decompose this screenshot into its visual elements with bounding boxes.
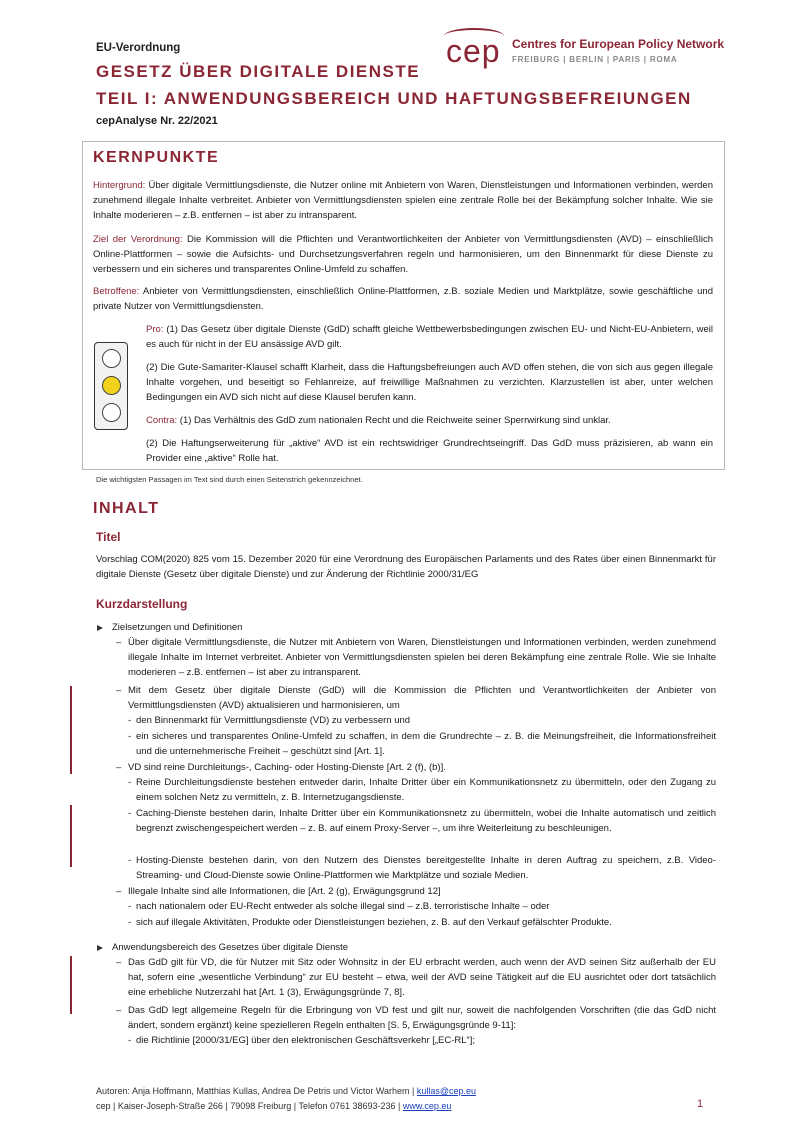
- section-anwendungsbereich: Anwendungsbereich des Gesetzes über digitale Dienste: [112, 942, 349, 953]
- footer-authors: [96, 1086, 476, 1096]
- kernpunkte-contra-2: (2) Die Haftungserweiterung für „aktive“ AVD ist ein rechtswidriger Grundrechtseingriff. Das GdD muss präzisieren, ab wann ein Provider eine „aktive“ Rolle hat.: [146, 438, 713, 464]
- kernpunkte-hintergrund: [93, 178, 713, 223]
- dash-marker: -: [128, 777, 132, 788]
- section-zielsetzungen: Zielsetzungen und Definitionen: [112, 622, 243, 633]
- list-item: Illegale Inhalte sind alle Informationen, die [Art. 2 (g), Erwägungsgrund 12]: [128, 886, 441, 897]
- dash-marker: –: [116, 685, 122, 696]
- list-item: Das GdD gilt für VD, die für Nutzer mit Sitz oder Wohnsitz in der EU erbracht werden, auch wenn der AVD seinen Sitz außerhalb der EU hat, sofern eine „wesentliche Verbindung“ zur EU besteht – etwa, weil der AVD seine Tätigkeit auf die EU ausrichtet oder dort tatsächlich eine erhebliche Nutzerzahl hat [Art. 1 (3), Erwägungsgründe 7, 8].: [128, 957, 716, 998]
- bullet-triangle-icon: [97, 945, 103, 951]
- document-subtitle: TEIL I: ANWENDUNGSBEREICH UND HAFTUNGSBEFREIUNGEN: [96, 89, 692, 108]
- cep-logo: [446, 34, 736, 70]
- betroffene-label: Betroffene:: [93, 286, 140, 297]
- margin-bar: [70, 805, 72, 867]
- contra-label: Contra:: [146, 415, 178, 426]
- hintergrund-text: Über digitale Vermittlungsdienste, die Nutzer online mit Anbietern von Waren, Dienstleistungen und Informationen verbinden, werden zunehmend illegale Inhalte verbreitet. Anbieter von Vermittlungsdiensten spielen eine zentrale Rolle bei der Bekämpfung solcher Inhalte. Wie sie Inhalte moderieren – z.B. entfernen – ist aber zu intransparent.: [93, 180, 714, 221]
- footer-address-text: cep | Kaiser-Joseph-Straße 266 | 79098 Freiburg | Telefon 0761 38693-236 |: [96, 1101, 401, 1111]
- footer-email-link[interactable]: kullas@cep.eu: [416, 1086, 477, 1096]
- betroffene-text: Anbieter von Vermittlungsdiensten, einschließlich Online-Plattformen, z.B. soziale Medien und Marktplätze, sowie geschäftliche und private Nutzer von Vermittlungsdiensten.: [93, 286, 713, 312]
- inhalt-title: INHALT: [93, 500, 160, 517]
- bullet-triangle-icon: [97, 625, 103, 631]
- dash-marker: -: [128, 731, 132, 742]
- dash-marker: –: [116, 762, 122, 773]
- ziel-text: Die Kommission will die Pflichten und Verantwortlichkeiten der Anbieter von Vermittlungsdiensten (AVD) – einschließlich Online-Plattformen – sowie die Aufsichts- und Durchsetzungsverfahren regeln und harmonisieren, um den Binnenmarkt für diese Dienste zu verbessern und ein sicheres und transparentes Online-Umfeld zu schaffen.: [93, 234, 713, 275]
- traffic-light-middle: [102, 376, 121, 395]
- sub-list-item: Caching-Dienste bestehen darin, Inhalte Dritter über ein Kommunikationsnetz zu übermitteln, wobei die Inhalte automatisch und zeitlich begrenzt zwischengespeichert werden – z. B. auf einem Proxy-Server –, um ihre Weiterleitung zu beschleunigen.: [136, 808, 716, 834]
- kernpunkte-pro-1: [146, 322, 713, 352]
- list-item: Mit dem Gesetz über digitale Dienste (GdD) will die Kommission die Pflichten und Verantwortlichkeiten der Anbieter von Vermittlungsdiensten (AVD) aktualisieren und harmonisieren, um: [128, 685, 716, 711]
- footer-website-link[interactable]: www.cep.eu: [402, 1101, 452, 1111]
- sub-list-item: Reine Durchleitungsdienste bestehen entweder darin, Inhalte Dritter über ein Kommunikationsnetz zu übermitteln, oder den Zugang zu einem solchen Netz zu vermitteln, z. B. Internetzugangsdienste.: [136, 777, 716, 803]
- sub-list-item: nach nationalem oder EU-Recht entweder als solche illegal sind – z.B. terroristische Inhalte – oder: [136, 901, 550, 912]
- dash-marker: –: [116, 637, 122, 648]
- footer-address: [96, 1101, 451, 1111]
- dash-marker: -: [128, 855, 132, 866]
- kernpunkte-contra-1: [146, 413, 713, 428]
- page-number: 1: [697, 1098, 704, 1110]
- margin-bar: [70, 686, 72, 774]
- dash-marker: –: [116, 957, 122, 968]
- logo-mark: cep: [446, 33, 501, 69]
- dash-marker: -: [128, 808, 132, 819]
- logo-cities: FREIBURG | BERLIN | PARIS | ROMA: [512, 55, 678, 64]
- titel-text: Vorschlag COM(2020) 825 vom 15. Dezember 2020 für eine Verordnung des Europäischen Parlaments und des Rates über einen Binnenmarkt für digitale Dienste (Gesetz über digitale Dienste) und zur Änderung der Richtlinie 2000/31/EG: [96, 554, 716, 580]
- sub-list-item: ein sicheres und transparentes Online-Umfeld zu schaffen, in dem die Grundrechte – z. B. die Meinungsfreiheit, die Informationsfreiheit und die unternehmerische Freiheit – geschützt sind [Art. 1].: [136, 731, 716, 757]
- sub-list-item: die Richtlinie [2000/31/EG] über den elektronischen Geschäftsverkehr [„EC-RL“];: [136, 1035, 475, 1046]
- dash-marker: -: [128, 901, 132, 912]
- margin-bar: [70, 956, 72, 1014]
- titel-heading: Titel: [96, 530, 121, 544]
- kurzdarstellung-heading: Kurzdarstellung: [96, 597, 188, 611]
- document-type: EU-Verordnung: [96, 42, 181, 54]
- analyse-number: cepAnalyse Nr. 22/2021: [96, 115, 218, 127]
- dash-marker: -: [128, 715, 132, 726]
- dash-marker: –: [116, 886, 122, 897]
- kernpunkte-title: KERNPUNKTE: [93, 149, 220, 166]
- dash-marker: -: [128, 917, 132, 928]
- kernpunkte-pro-2: (2) Die Gute-Samariter-Klausel schafft Klarheit, dass die Haftungsbefreiungen auch AVD offen stehen, die von sich aus gegen illegale Inhalte vorgehen, und beseitigt so Fehlanreize, auf freiwillige Maßnahmen zu verzichten. Klarzustellen ist aber, unter welchen Bedingungen ein AVD sich nicht auf diese Klausel berufen kann.: [146, 362, 713, 403]
- contra-1-text: (1) Das Verhältnis des GdD zum nationalen Recht und die Reichweite seiner Sperrwirkung sind unklar.: [179, 415, 611, 426]
- footer-authors-text: Autoren: Anja Hoffmann, Matthias Kullas, Andrea De Petris und Victor Warhem |: [96, 1086, 415, 1096]
- kernpunkte-betroffene: [93, 284, 713, 314]
- kernpunkte-ziel: [93, 232, 713, 277]
- kernpunkte-note: Die wichtigsten Passagen im Text sind durch einen Seitenstrich gekennzeichnet.: [96, 475, 363, 484]
- traffic-light-bottom: [102, 403, 121, 422]
- list-item: VD sind reine Durchleitungs-, Caching- oder Hosting-Dienste [Art. 2 (f), (b)].: [128, 762, 446, 773]
- traffic-light-top: [102, 349, 121, 368]
- list-item: Über digitale Vermittlungsdienste, die Nutzer mit Anbietern von Waren, Dienstleistungen und Informationen verbinden, werden zunehmend illegale Inhalte im Internet verbreitet. Anbieter von Vermittlungsdiensten spielen bei deren Bekämpfung eine zentrale Rolle. Wie sie Inhalte moderieren – z.B. entfernen – ist aber zu intransparent.: [128, 637, 716, 678]
- sub-list-item: Hosting-Dienste bestehen darin, von den Nutzern des Dienstes bereitgestellte Inhalte in deren Auftrag zu speichern, z.B. Video-Streaming- und Cloud-Dienste sowie Online-Plattformen wie Marktplätze und soziale Medien.: [136, 855, 716, 881]
- ziel-label: Ziel der Verordnung:: [93, 234, 183, 245]
- sub-list-item: den Binnenmarkt für Vermittlungsdienste (VD) zu verbessern und: [136, 715, 411, 726]
- dash-marker: –: [116, 1005, 122, 1016]
- traffic-light-icon: [94, 342, 128, 430]
- pro-1-text: (1) Das Gesetz über digitale Dienste (GdD) schafft gleiche Wettbewerbsbedingungen zwischen EU- und Nicht-EU-Anbietern, weil es auch für nicht in der EU ansässige AVD gilt.: [146, 324, 713, 350]
- dash-marker: -: [128, 1035, 132, 1046]
- logo-network-name: Centres for European Policy Network: [512, 37, 725, 51]
- sub-list-item: sich auf illegale Aktivitäten, Produkte oder Dienstleistungen beziehen, z. B. auf den Verkauf gefälschter Produkte.: [136, 917, 612, 928]
- document-title: GESETZ ÜBER DIGITALE DIENSTE: [96, 62, 421, 81]
- list-item: Das GdD legt allgemeine Regeln für die Erbringung von VD fest und gilt nur, soweit die nachfolgenden Vorschriften (die das GdD nicht ändert, sondern ergänzt) keine spezielleren Regeln enthalten [S. 5, Erwägungsgründe 9-11]:: [128, 1005, 716, 1031]
- hintergrund-label: Hintergrund:: [93, 180, 146, 191]
- pro-label: Pro:: [146, 324, 164, 335]
